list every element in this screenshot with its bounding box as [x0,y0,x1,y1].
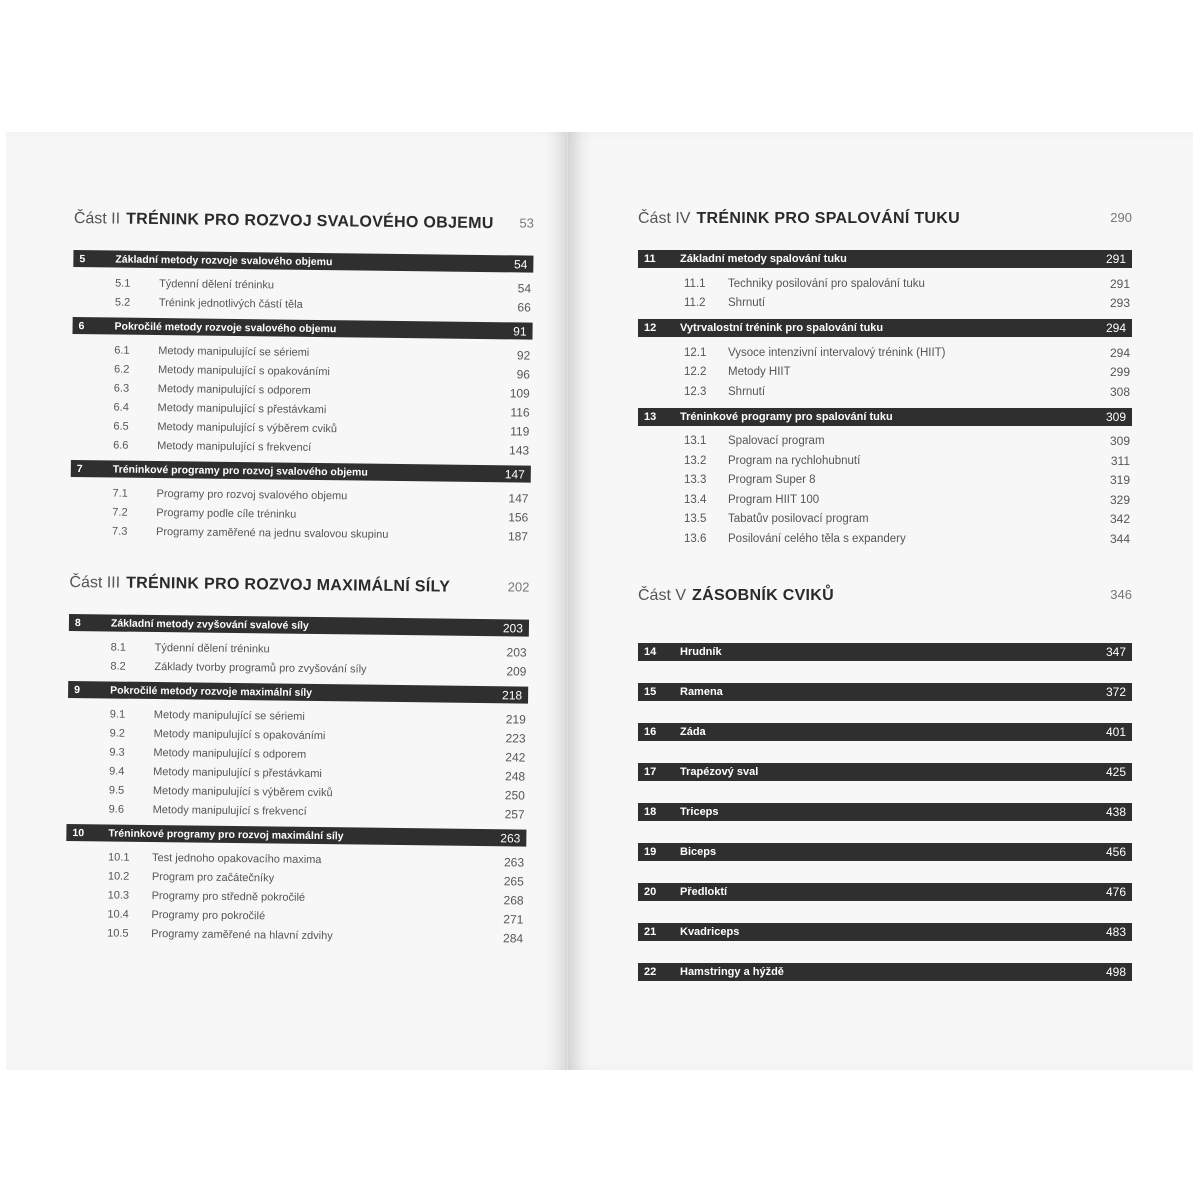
chapter-number: 12 [644,322,657,334]
section-page-number: 209 [506,663,527,679]
chapter-list [65,614,529,948]
section-number: 6.3 [113,382,130,395]
part-page-number: 202 [507,579,530,595]
section-title: Metody manipulující s odporem [157,382,311,397]
left-toc [65,210,534,948]
section-title: Tabatův posilovací program [728,513,869,526]
section-row [638,432,1132,452]
section-number: 10.1 [108,850,130,864]
chapter-title: Kvadriceps [680,925,740,938]
chapter-number: 15 [644,685,657,698]
chapter-bar [638,408,1132,426]
chapter-title: Biceps [680,845,717,858]
section-row [638,294,1132,314]
chapter-bar [638,723,1132,741]
section-number: 13.3 [684,474,707,487]
section-title: Programy pro středně pokročilé [151,889,306,904]
chapter-bar [66,824,526,847]
section-row [638,529,1132,549]
section-title: Metody manipulující s výběrem cviků [157,420,338,435]
chapter-number: 14 [644,645,657,658]
section-title: Shrnutí [728,385,766,398]
section-number: 6.4 [113,400,129,414]
section-title: Metody manipulující se sériemi [158,344,310,359]
chapter-number: 13 [644,410,657,423]
chapter-page-number: 147 [504,466,525,482]
section-page-number: 342 [1109,512,1130,527]
section-title: Shrnutí [728,297,766,310]
part-label: Část V [638,586,687,604]
chapter-bar [72,317,532,340]
part-title: TRÉNINK PRO ROZVOJ SVALOVÉHO OBJEMU [126,210,494,233]
section-number: 12.1 [684,346,707,359]
section-page-number: 242 [505,749,526,765]
section-page-number: 187 [507,528,529,544]
chapter-page-number: 483 [1105,924,1126,939]
chapter-page-number: 476 [1105,884,1126,899]
section-number: 6.6 [113,438,129,452]
section-page-number: 271 [503,911,524,927]
section-row [638,451,1132,471]
section-page-number: 96 [516,366,531,382]
section-title: Metody manipulující s přestávkami [157,401,327,416]
section-number: 6.5 [113,419,129,433]
section-page-number: 143 [508,442,530,458]
section-page-number: 223 [505,730,526,746]
section-page-number: 109 [509,385,530,401]
section-page-number: 92 [516,347,531,363]
chapter-title: Předloktí [680,885,728,898]
section-page-number: 203 [506,644,527,660]
section-title: Program HIIT 100 [728,493,820,506]
section-title: Metody manipulující s opakováními [153,727,326,742]
section-number: 9.6 [108,802,125,816]
section-title: Techniky posilování pro spalování tuku [728,277,925,290]
section-number: 13.6 [684,532,707,545]
section-title: Programy pro pokročilé [151,908,266,922]
part-page-number: 346 [1110,586,1132,602]
section-page-number: 257 [504,806,525,822]
section-page-number: 268 [503,892,524,908]
chapter-number: 19 [644,845,657,858]
section-page-number: 291 [1109,276,1130,291]
section-page-number: 309 [1109,434,1130,449]
section-title: Metody manipulující s přestávkami [153,765,322,780]
chapter-bar [638,683,1132,701]
section-number: 13.2 [684,454,707,467]
chapter-bar [68,681,528,704]
chapter-title: Vytrvalostní trénink pro spalování tuku [680,322,884,334]
chapter-page-number: 438 [1105,804,1126,819]
section-number: 10.3 [107,888,130,902]
chapter-number: 8 [74,616,81,629]
section-title: Posilování celého těla s expandery [728,532,906,545]
chapter-number: 20 [644,885,657,898]
section-page-number: 248 [505,768,526,784]
chapter-page-number: 218 [501,687,523,703]
chapter-bar [73,250,533,273]
section-number: 10.5 [107,926,129,940]
section-page-number: 319 [1109,473,1130,488]
section-page-number: 263 [503,854,525,870]
chapter-page-number: 372 [1105,684,1126,699]
section-number: 12.3 [684,385,707,398]
chapter-bar [638,883,1132,901]
section-number: 11.2 [684,297,706,310]
chapter-bar [71,460,531,483]
section-title: Metody manipulující s výběrem cviků [152,784,333,799]
section-page-number: 299 [1109,365,1130,380]
chapter-page-number: 401 [1105,724,1126,739]
section-number: 9.3 [109,745,125,759]
section-number: 6.1 [114,344,130,357]
section-number: 13.1 [684,435,707,448]
section-title: Programy pro rozvoj svalového objemu [156,487,348,502]
chapter-title: Ramena [680,685,723,698]
chapter-page-number: 291 [1105,252,1126,266]
part-title: ZÁSOBNÍK CVIKŮ [692,586,834,604]
section-row [638,363,1132,383]
chapter-page-number: 294 [1105,321,1126,335]
section-page-number: 250 [504,787,525,803]
section-title: Metody manipulující s opakováními [157,363,330,378]
part-heading [74,210,534,250]
section-number: 8.1 [110,640,127,654]
right-toc [638,210,1132,981]
chapter-number: 11 [644,253,656,265]
chapter-number: 21 [644,925,657,938]
section-number: 9.2 [109,726,125,740]
section-number: 5.1 [115,277,131,290]
section-number: 11.1 [684,277,706,290]
section-page-number: 293 [1109,296,1130,311]
section-title: Program pro začátečníky [151,870,275,884]
section-title: Programy zaměřené na jednu svalovou skupinu [156,525,389,541]
section-row [638,343,1132,363]
part-label: Část II [73,210,121,228]
section-page-number: 219 [505,711,526,727]
section-page-number: 265 [503,873,524,889]
section-page-number: 311 [1110,453,1130,468]
chapter-number: 9 [74,683,81,696]
chapter-number: 22 [644,965,657,978]
section-title: Týdenní dělení tréninku [154,641,270,655]
chapter-bar [638,923,1132,941]
section-page-number: 294 [1109,345,1130,360]
section-title: Test jednoho opakovacího maxima [152,851,322,866]
section-number: 6.2 [113,363,130,376]
chapter-list [638,643,1132,981]
chapter-bar [638,803,1132,821]
chapter-title: Trapézový sval [680,765,759,778]
chapter-title: Pokročilé metody rozvoje maximální síly [110,683,313,699]
part-label: Část IV [638,210,691,227]
section-page-number: 119 [510,423,530,439]
part-heading [638,587,1132,621]
section-page-number: 344 [1109,531,1130,546]
chapter-title: Základní metody spalování tuku [680,253,847,265]
section-number: 7.1 [112,486,128,500]
section-number: 13.4 [684,493,707,506]
chapter-number: 10 [72,826,85,839]
chapter-page-number: 263 [500,830,521,845]
section-number: 7.3 [112,524,128,538]
section-page-number: 308 [1109,384,1130,399]
part-heading [69,574,529,614]
section-title: Spalovací program [728,435,825,448]
chapter-page-number: 347 [1105,644,1126,659]
chapter-page-number: 91 [513,323,527,339]
chapter-bar [638,843,1132,861]
chapter-bar [638,319,1132,337]
left-page [6,132,567,1070]
chapter-bar [638,963,1132,981]
chapter-page-number: 309 [1105,409,1126,424]
chapter-title: Hamstringy a hýždě [680,965,784,978]
section-page-number: 66 [517,299,531,315]
section-title: Programy zaměřené na hlavní zdvihy [151,927,333,942]
chapter-title: Tréninkové programy pro rozvoj svalového objemu [112,462,368,479]
chapter-number: 18 [644,805,657,818]
section-row [638,274,1132,294]
chapter-title: Záda [680,725,706,738]
chapter-bar [638,250,1132,268]
chapter-title: Tréninkové programy pro rozvoj maximální síly [108,826,344,842]
section-page-number: 147 [508,490,529,506]
section-number: 5.2 [114,296,131,309]
chapter-number: 16 [644,725,657,738]
section-title: Metody manipulující s frekvencí [152,803,307,818]
chapter-list [638,250,1132,549]
section-number: 10.4 [107,907,129,921]
section-number: 12.2 [684,366,707,379]
chapter-title: Pokročilé metody rozvoje svalového objemu [114,320,337,335]
chapter-page-number: 456 [1105,844,1126,859]
part-page-number: 290 [1110,210,1132,225]
part-label: Část III [69,573,121,592]
section-page-number: 284 [503,930,524,946]
chapter-number: 6 [78,319,85,332]
section-row [638,510,1132,530]
section-page-number: 116 [510,404,530,420]
section-number: 8.2 [110,659,126,673]
chapter-bar [638,763,1132,781]
section-title: Programy podle cíle tréninku [156,506,297,521]
section-page-number: 329 [1109,492,1130,507]
section-page-number: 54 [517,280,532,296]
section-number: 13.5 [684,513,707,526]
chapter-number: 7 [76,462,83,475]
section-number: 7.2 [112,505,128,519]
chapter-title: Tréninkové programy pro spalování tuku [680,410,893,423]
part-spacer [638,549,1132,587]
section-title: Metody manipulující se sériemi [153,708,305,723]
section-title: Trénink jednotlivých částí těla [158,296,303,311]
chapter-title: Základní metody rozvoje svalového objemu [115,253,333,268]
part-spacer [70,540,530,580]
section-title: Vysoce intenzivní intervalový trénink (HIIT) [728,346,946,359]
chapter-title: Triceps [680,805,719,818]
part-page-number: 53 [519,215,534,231]
part-title: TRÉNINK PRO ROZVOJ MAXIMÁLNÍ SÍLY [126,574,451,596]
chapter-number: 5 [79,252,86,265]
section-title: Týdenní dělení tréninku [159,277,275,291]
right-page [568,132,1193,1070]
chapter-page-number: 54 [513,256,528,272]
section-page-number: 156 [508,509,529,525]
section-title: Program na rychlohubnutí [728,454,861,467]
section-number: 9.5 [108,783,125,797]
chapter-page-number: 498 [1105,964,1126,979]
chapter-bar [69,614,529,637]
chapter-page-number: 203 [502,620,524,636]
chapter-list [70,250,534,546]
chapter-number: 17 [644,765,657,778]
chapter-bar [638,643,1132,661]
section-number: 9.4 [109,764,125,778]
chapter-page-number: 425 [1105,764,1126,779]
section-number: 9.1 [109,707,126,721]
chapter-title: Hrudník [680,645,722,658]
section-number: 10.2 [107,869,130,883]
section-title: Metody manipulující s frekvencí [157,439,312,454]
part-heading [638,210,1132,244]
section-row [638,382,1132,402]
section-row [638,471,1132,491]
section-title: Metody manipulující s odporem [153,746,307,761]
section-title: Metody HIIT [728,366,791,379]
chapter-title: Základní metody zvyšování svalové síly [110,616,309,632]
part-title: TRÉNINK PRO SPALOVÁNÍ TUKU [696,210,960,227]
section-row [638,490,1132,510]
section-title: Program Super 8 [728,474,816,487]
section-title: Základy tvorby programů pro zvyšování síly [154,660,367,676]
